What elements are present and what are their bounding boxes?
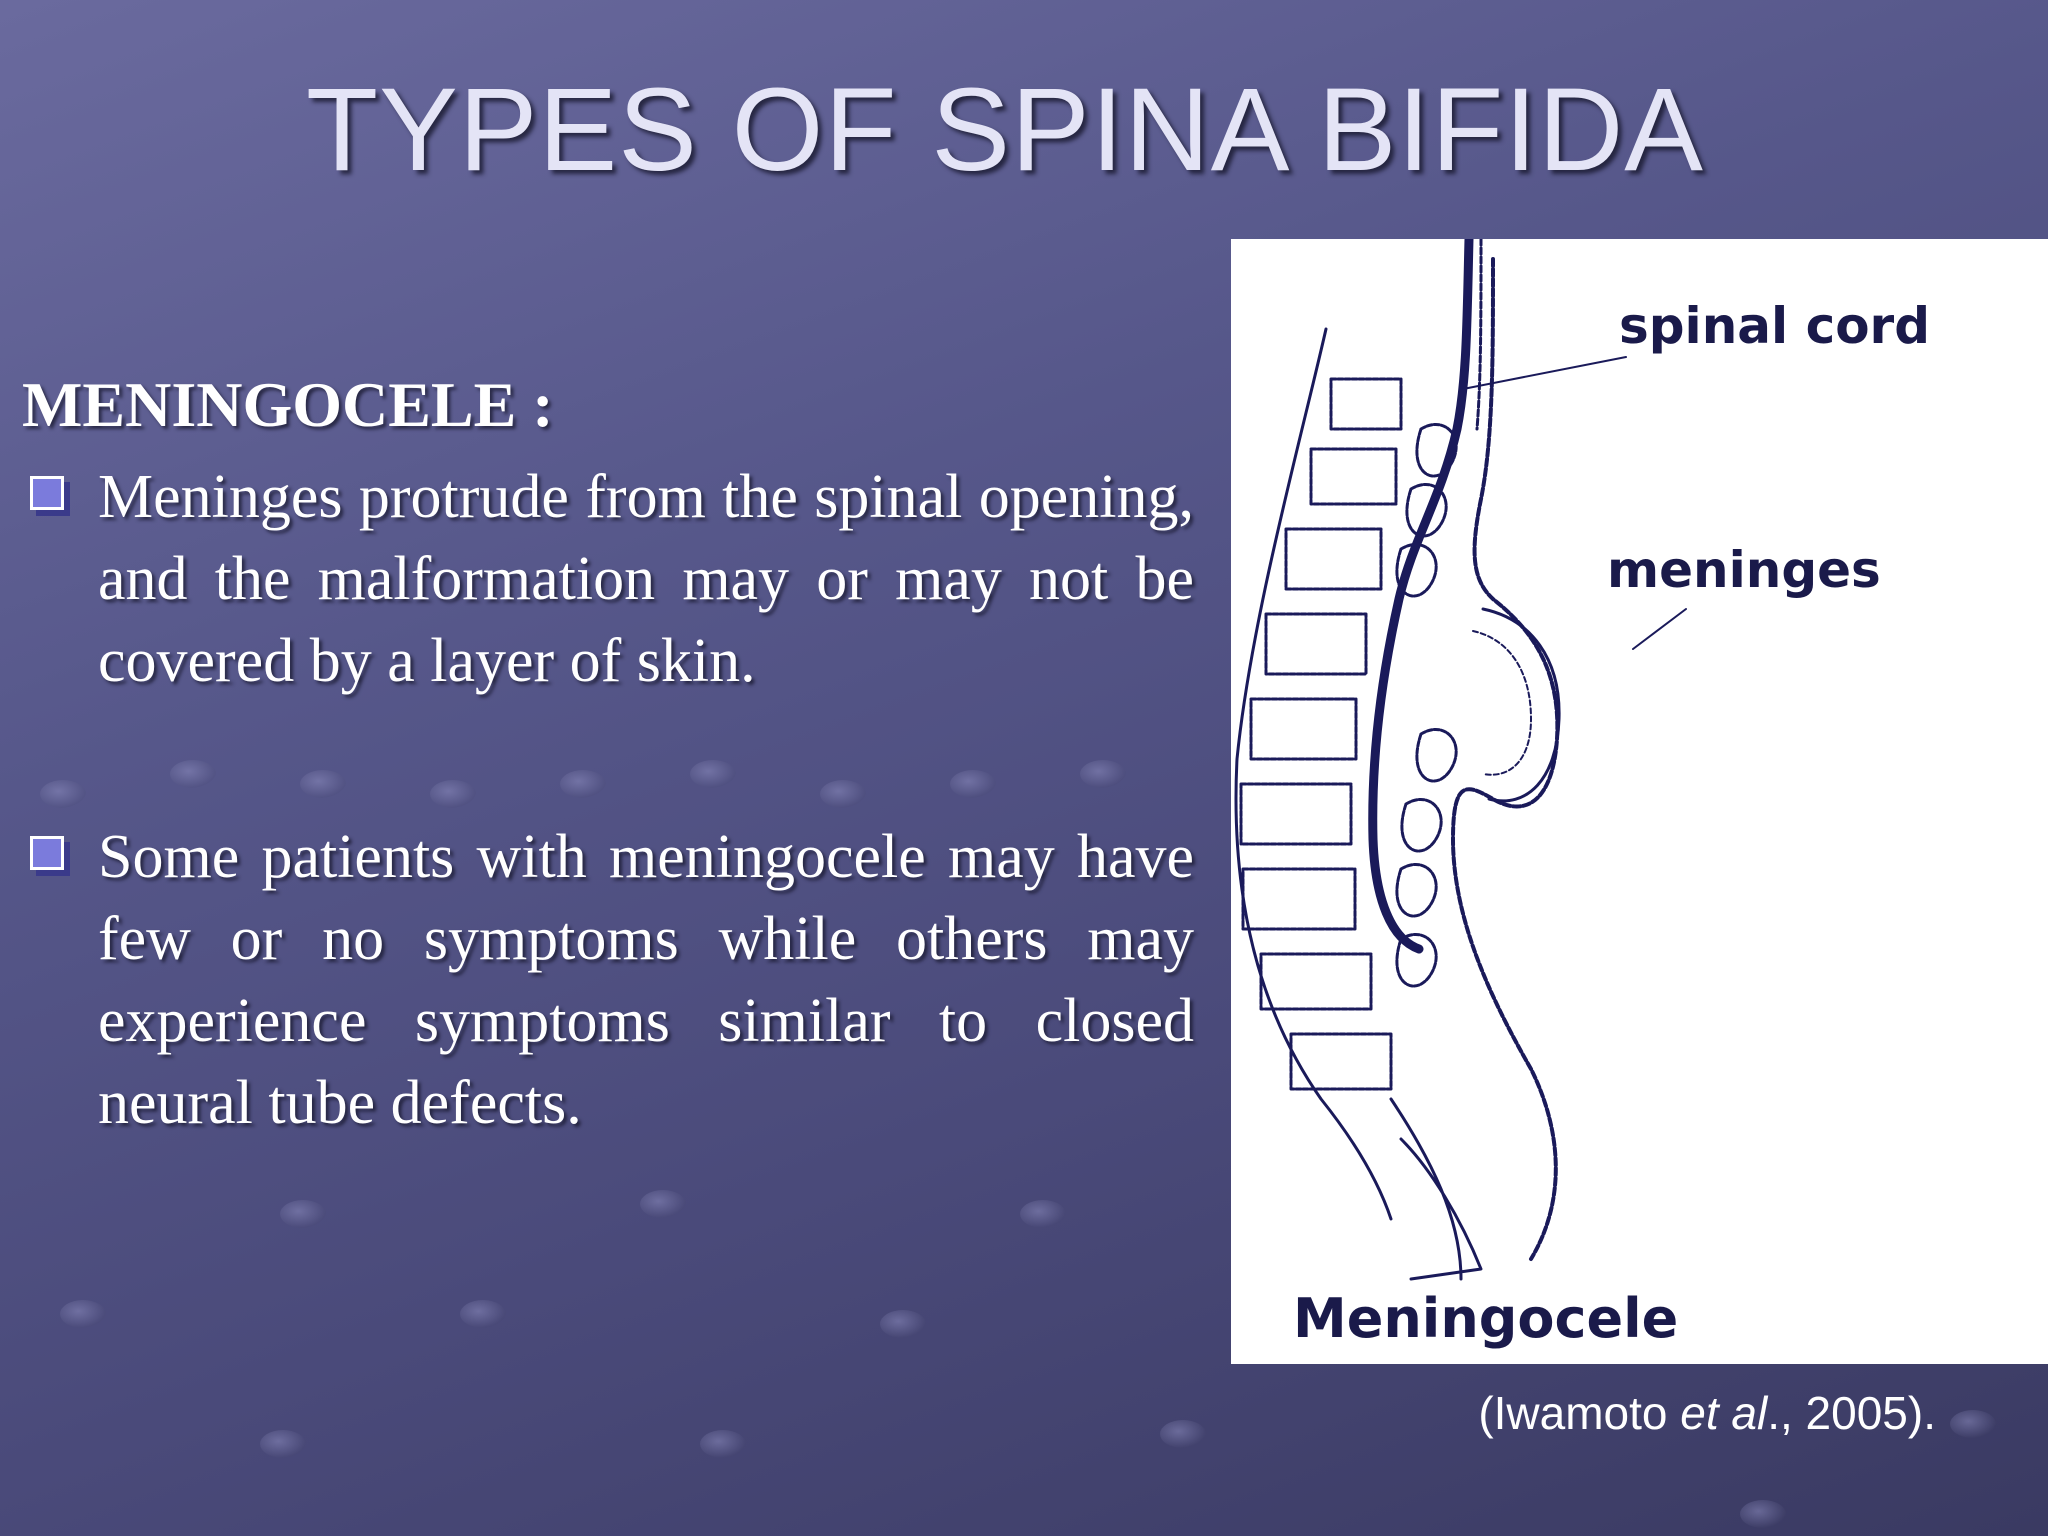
slide-body (22, 360, 1194, 1144)
meninges-leader (1633, 609, 1686, 649)
spine-illustration (1231, 239, 2048, 1364)
bullet-item (22, 816, 1194, 1144)
bullet-item (22, 456, 1194, 702)
figure-caption: Meningocele (1293, 1287, 1679, 1350)
section-heading: MENINGOCELE : (22, 369, 554, 440)
citation-close: ., 2005). (1767, 1387, 1936, 1439)
checkbox-square-icon (30, 836, 64, 870)
label-meninges: meninges (1607, 541, 1881, 599)
checkbox-square-icon (30, 476, 64, 510)
slide-title: TYPES OF SPINA BIFIDA (306, 64, 1704, 196)
citation (1478, 1386, 1936, 1440)
spinal-cord-leader (1463, 357, 1626, 389)
label-spinal-cord: spinal cord (1619, 297, 1931, 355)
meninges-sac (1483, 609, 1559, 801)
bullet-text: Some patients with meningocele may have few or no symptoms while others may experience symptoms similar to closed neural tube defects. (98, 823, 1194, 1137)
citation-open: (Iwamoto (1478, 1387, 1681, 1439)
meningocele-diagram (1231, 239, 2048, 1364)
bullet-text: Meninges protrude from the spinal opening, and the malformation may or may not be covered by a layer of skin. (98, 463, 1194, 695)
citation-italic: et al (1680, 1387, 1768, 1439)
